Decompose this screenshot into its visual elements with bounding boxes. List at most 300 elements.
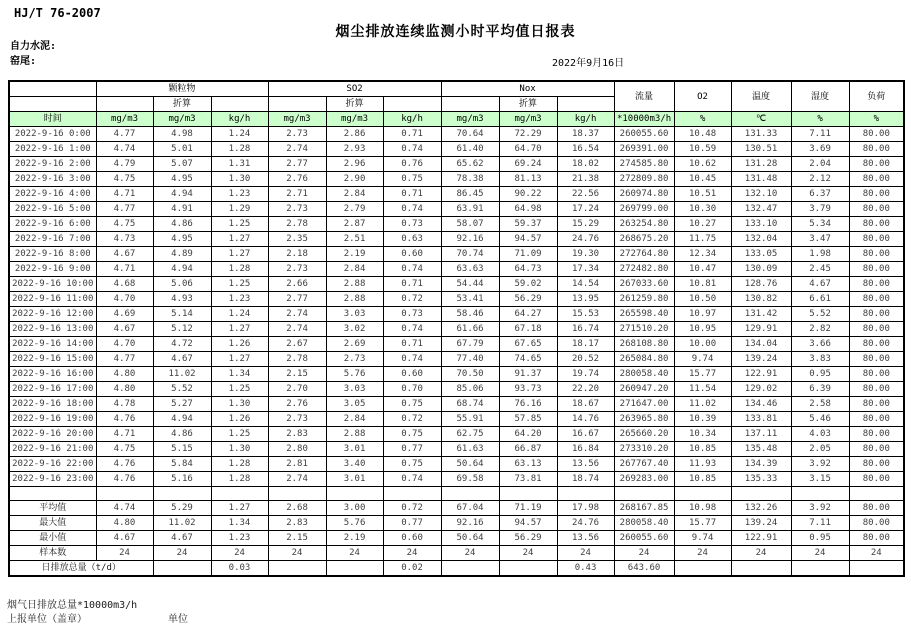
value-cell: 10.62 [674,157,731,172]
value-cell: 267767.40 [614,457,674,472]
value-cell: 134.46 [731,397,791,412]
value-cell: 4.94 [153,412,211,427]
value-cell: 54.44 [441,277,499,292]
value-cell: 4.77 [96,202,153,217]
value-cell: 63.13 [499,457,557,472]
summary-value-cell: 4.67 [96,531,153,546]
value-cell: 0.72 [383,292,441,307]
value-cell: 1.26 [211,412,268,427]
time-cell: 2022-9-16 22:00 [9,457,96,472]
value-cell: 0.74 [383,262,441,277]
value-cell: 265660.20 [614,427,674,442]
time-cell: 2022-9-16 19:00 [9,412,96,427]
value-cell: 5.46 [791,412,849,427]
value-cell: 10.48 [674,127,731,142]
value-cell: 1.25 [211,217,268,232]
value-cell: 1.28 [211,142,268,157]
summary-value-cell: 2.83 [268,516,326,531]
value-cell: 5.01 [153,142,211,157]
value-cell: 3.15 [791,472,849,487]
value-cell: 80.00 [849,382,904,397]
value-cell: 13.95 [557,292,614,307]
value-cell: 272482.80 [614,262,674,277]
value-cell: 4.78 [96,397,153,412]
value-cell: 263965.80 [614,412,674,427]
unit-cell: % [849,112,904,127]
value-cell: 272764.80 [614,247,674,262]
data-row [9,232,904,247]
value-cell: 14.76 [557,412,614,427]
value-cell: 131.42 [731,307,791,322]
summary-value-cell: 7.11 [791,516,849,531]
summary-value-cell: 80.00 [849,516,904,531]
value-cell: 1.27 [211,322,268,337]
daily-total-cell [849,561,904,577]
value-cell: 4.71 [96,187,153,202]
spacer-cell [9,487,96,501]
value-cell: 11.93 [674,457,731,472]
value-cell: 133.05 [731,247,791,262]
data-row [9,307,904,322]
value-cell: 129.91 [731,322,791,337]
summary-row [9,516,904,531]
value-cell: 131.28 [731,157,791,172]
value-cell: 86.45 [441,187,499,202]
daily-total-cell [326,561,383,577]
data-row [9,337,904,352]
value-cell: 4.75 [96,217,153,232]
time-column-header: 时间 [9,112,96,127]
value-cell: 50.64 [441,457,499,472]
group-header-particulate: 颗粒物 [96,81,268,97]
table-body [9,127,904,577]
value-cell: 3.47 [791,232,849,247]
value-cell: 16.74 [557,322,614,337]
spacer-cell [326,487,383,501]
value-cell: 2.74 [268,322,326,337]
summary-value-cell: 280058.40 [614,516,674,531]
value-cell: 1.23 [211,187,268,202]
unit-cell: kg/h [383,112,441,127]
value-cell: 0.60 [383,247,441,262]
value-cell: 5.84 [153,457,211,472]
group-header-so2: SO2 [268,81,441,97]
value-cell: 2.88 [326,292,383,307]
value-cell: 135.48 [731,442,791,457]
spacer-cell [153,487,211,501]
value-cell: 4.76 [96,412,153,427]
value-cell: 4.76 [96,472,153,487]
value-cell: 4.70 [96,292,153,307]
daily-total-cell [499,561,557,577]
value-cell: 63.91 [441,202,499,217]
value-cell: 18.17 [557,337,614,352]
summary-value-cell: 0.77 [383,516,441,531]
value-cell: 10.27 [674,217,731,232]
data-row [9,277,904,292]
value-cell: 0.75 [383,427,441,442]
spacer-cell [557,487,614,501]
summary-value-cell: 80.00 [849,501,904,516]
value-cell: 64.70 [499,142,557,157]
value-cell: 10.47 [674,262,731,277]
value-cell: 2.96 [326,157,383,172]
value-cell: 10.39 [674,412,731,427]
time-header-blank [9,97,96,112]
value-cell: 11.02 [153,367,211,382]
unit-cell: mg/m3 [153,112,211,127]
daily-total-row [9,561,904,577]
time-cell: 2022-9-16 3:00 [9,172,96,187]
value-cell: 80.00 [849,442,904,457]
value-cell: 4.67 [96,247,153,262]
data-row [9,352,904,367]
value-cell: 2.70 [268,382,326,397]
spacer-cell [268,487,326,501]
unit-label: 单位 [168,614,188,625]
value-cell: 5.06 [153,277,211,292]
value-cell: 269283.00 [614,472,674,487]
value-cell: 64.73 [499,262,557,277]
col-header-humidity: 湿度 [791,81,849,112]
value-cell: 274585.80 [614,157,674,172]
value-cell: 4.91 [153,202,211,217]
value-cell: 61.66 [441,322,499,337]
spacer-cell [731,487,791,501]
value-cell: 5.07 [153,157,211,172]
value-cell: 263254.80 [614,217,674,232]
converted-header-nox: 折算 [499,97,557,112]
value-cell: 67.79 [441,337,499,352]
value-cell: 2.73 [268,412,326,427]
summary-value-cell: 15.77 [674,516,731,531]
col-header-temperature: 温度 [731,81,791,112]
value-cell: 0.71 [383,337,441,352]
summary-value-cell: 24.76 [557,516,614,531]
group-header-nox: Nox [441,81,614,97]
value-cell: 10.30 [674,202,731,217]
value-cell: 4.77 [96,127,153,142]
value-cell: 4.70 [96,337,153,352]
value-cell: 2.05 [791,442,849,457]
value-cell: 93.73 [499,382,557,397]
value-cell: 2.74 [268,307,326,322]
value-cell: 2.84 [326,187,383,202]
value-cell: 133.10 [731,217,791,232]
time-cell: 2022-9-16 12:00 [9,307,96,322]
value-cell: 4.94 [153,262,211,277]
data-row [9,142,904,157]
value-cell: 10.85 [674,472,731,487]
value-cell: 261259.80 [614,292,674,307]
page-title: 烟尘排放连续监测小时平均值日报表 [335,24,576,40]
value-cell: 2.45 [791,262,849,277]
value-cell: 53.41 [441,292,499,307]
value-cell: 280058.40 [614,367,674,382]
value-cell: 5.16 [153,472,211,487]
data-row [9,427,904,442]
value-cell: 1.27 [211,232,268,247]
value-cell: 2.12 [791,172,849,187]
data-row [9,382,904,397]
value-cell: 3.83 [791,352,849,367]
value-cell: 139.24 [731,352,791,367]
time-cell: 2022-9-16 7:00 [9,232,96,247]
value-cell: 80.00 [849,127,904,142]
value-cell: 2.35 [268,232,326,247]
value-cell: 3.03 [326,382,383,397]
value-cell: 71.09 [499,247,557,262]
value-cell: 5.12 [153,322,211,337]
value-cell: 271510.20 [614,322,674,337]
daily-total-cell [791,561,849,577]
value-cell: 10.00 [674,337,731,352]
value-cell: 16.54 [557,142,614,157]
time-cell: 2022-9-16 1:00 [9,142,96,157]
value-cell: 1.28 [211,262,268,277]
value-cell: 2.78 [268,217,326,232]
company-label: 自力水泥: [10,41,57,52]
value-cell: 59.02 [499,277,557,292]
value-cell: 4.86 [153,217,211,232]
col-header-load: 负荷 [849,81,904,112]
summary-value-cell: 92.16 [441,516,499,531]
summary-value-cell: 132.26 [731,501,791,516]
converted-header-so2: 折算 [326,97,383,112]
summary-value-cell: 24 [268,546,326,561]
time-cell: 2022-9-16 8:00 [9,247,96,262]
value-cell: 0.63 [383,232,441,247]
value-cell: 62.75 [441,427,499,442]
value-cell: 85.06 [441,382,499,397]
time-cell: 2022-9-16 10:00 [9,277,96,292]
value-cell: 2.51 [326,232,383,247]
value-cell: 81.13 [499,172,557,187]
daily-total-cell: 0.43 [557,561,614,577]
time-cell: 2022-9-16 2:00 [9,157,96,172]
value-cell: 22.20 [557,382,614,397]
value-cell: 63.63 [441,262,499,277]
value-cell: 131.48 [731,172,791,187]
summary-value-cell: 17.98 [557,501,614,516]
value-cell: 0.72 [383,412,441,427]
value-cell: 67.18 [499,322,557,337]
spacer-cell [383,487,441,501]
value-cell: 2.86 [326,127,383,142]
data-row [9,472,904,487]
value-cell: 3.69 [791,142,849,157]
blank-cell [441,97,499,112]
spacer-cell [849,487,904,501]
summary-value-cell: 13.56 [557,531,614,546]
daily-total-cell [674,561,731,577]
header-units-row [9,112,904,127]
value-cell: 80.00 [849,307,904,322]
value-cell: 2.66 [268,277,326,292]
daily-total-cell: 0.02 [383,561,441,577]
value-cell: 61.63 [441,442,499,457]
summary-value-cell: 24 [441,546,499,561]
summary-value-cell: 0.60 [383,531,441,546]
unit-cell: mg/m3 [441,112,499,127]
data-row [9,457,904,472]
unit-cell: *10000m3/h [614,112,674,127]
time-cell: 2022-9-16 13:00 [9,322,96,337]
summary-value-cell: 80.00 [849,531,904,546]
value-cell: 132.04 [731,232,791,247]
value-cell: 4.68 [96,277,153,292]
summary-row [9,546,904,561]
summary-value-cell: 1.27 [211,501,268,516]
data-row [9,442,904,457]
value-cell: 80.00 [849,202,904,217]
summary-value-cell: 50.64 [441,531,499,546]
unit-cell: mg/m3 [96,112,153,127]
value-cell: 19.74 [557,367,614,382]
summary-value-cell: 24 [211,546,268,561]
spacer-cell [674,487,731,501]
blank-cell [211,97,268,112]
value-cell: 4.80 [96,367,153,382]
value-cell: 2.77 [268,157,326,172]
value-cell: 2.74 [268,472,326,487]
summary-value-cell: 1.23 [211,531,268,546]
value-cell: 2.83 [268,427,326,442]
value-cell: 0.74 [383,202,441,217]
value-cell: 5.76 [326,367,383,382]
value-cell: 55.91 [441,412,499,427]
value-cell: 260055.60 [614,127,674,142]
value-cell: 0.75 [383,397,441,412]
unit-cell: mg/m3 [499,112,557,127]
summary-value-cell: 5.76 [326,516,383,531]
value-cell: 265598.40 [614,307,674,322]
value-cell: 3.01 [326,442,383,457]
value-cell: 70.64 [441,127,499,142]
value-cell: 4.03 [791,427,849,442]
value-cell: 80.00 [849,142,904,157]
unit-cell: % [674,112,731,127]
value-cell: 267033.60 [614,277,674,292]
daily-total-cell [153,561,211,577]
value-cell: 1.30 [211,397,268,412]
value-cell: 2.88 [326,427,383,442]
summary-value-cell: 0.95 [791,531,849,546]
value-cell: 10.51 [674,187,731,202]
report-table [8,80,905,577]
summary-value-cell: 5.29 [153,501,211,516]
summary-value-cell: 139.24 [731,516,791,531]
value-cell: 90.22 [499,187,557,202]
value-cell: 80.00 [849,292,904,307]
value-cell: 1.31 [211,157,268,172]
daily-total-cell [441,561,499,577]
value-cell: 1.25 [211,427,268,442]
value-cell: 2.87 [326,217,383,232]
value-cell: 1.23 [211,292,268,307]
value-cell: 5.27 [153,397,211,412]
value-cell: 1.30 [211,442,268,457]
summary-label: 平均值 [9,501,96,516]
value-cell: 58.46 [441,307,499,322]
data-row [9,217,904,232]
value-cell: 6.37 [791,187,849,202]
value-cell: 64.20 [499,427,557,442]
value-cell: 137.11 [731,427,791,442]
value-cell: 4.72 [153,337,211,352]
value-cell: 76.16 [499,397,557,412]
value-cell: 4.76 [96,457,153,472]
value-cell: 2.90 [326,172,383,187]
value-cell: 4.73 [96,232,153,247]
value-cell: 80.00 [849,187,904,202]
value-cell: 5.14 [153,307,211,322]
summary-value-cell: 3.92 [791,501,849,516]
time-cell: 2022-9-16 11:00 [9,292,96,307]
value-cell: 0.71 [383,127,441,142]
value-cell: 57.85 [499,412,557,427]
time-cell: 2022-9-16 14:00 [9,337,96,352]
summary-row [9,531,904,546]
value-cell: 135.33 [731,472,791,487]
value-cell: 22.56 [557,187,614,202]
value-cell: 2.76 [268,397,326,412]
data-row [9,157,904,172]
value-cell: 80.00 [849,217,904,232]
summary-value-cell: 24 [326,546,383,561]
value-cell: 80.00 [849,232,904,247]
value-cell: 122.91 [731,367,791,382]
value-cell: 2.82 [791,322,849,337]
value-cell: 70.74 [441,247,499,262]
value-cell: 2.79 [326,202,383,217]
time-cell: 2022-9-16 18:00 [9,397,96,412]
value-cell: 73.81 [499,472,557,487]
value-cell: 3.40 [326,457,383,472]
value-cell: 4.75 [96,442,153,457]
value-cell: 80.00 [849,352,904,367]
value-cell: 3.79 [791,202,849,217]
value-cell: 94.57 [499,232,557,247]
converted-header-particulate: 折算 [153,97,211,112]
value-cell: 80.00 [849,427,904,442]
value-cell: 14.54 [557,277,614,292]
value-cell: 5.52 [791,307,849,322]
data-row [9,367,904,382]
value-cell: 4.74 [96,142,153,157]
value-cell: 17.24 [557,202,614,217]
value-cell: 4.89 [153,247,211,262]
blank-cell [383,97,441,112]
value-cell: 4.77 [96,352,153,367]
summary-value-cell: 260055.60 [614,531,674,546]
col-header-o2: O2 [674,81,731,112]
value-cell: 272809.80 [614,172,674,187]
value-cell: 80.00 [849,277,904,292]
summary-value-cell: 2.19 [326,531,383,546]
summary-value-cell: 9.74 [674,531,731,546]
value-cell: 4.95 [153,232,211,247]
value-cell: 3.02 [326,322,383,337]
value-cell: 10.50 [674,292,731,307]
report-unit-label: 上报单位（盖章） [7,614,87,625]
kiln-label: 窑尾: [10,56,37,67]
value-cell: 2.84 [326,262,383,277]
value-cell: 2.88 [326,277,383,292]
summary-value-cell: 24 [731,546,791,561]
value-cell: 2.77 [268,292,326,307]
summary-value-cell: 24 [383,546,441,561]
